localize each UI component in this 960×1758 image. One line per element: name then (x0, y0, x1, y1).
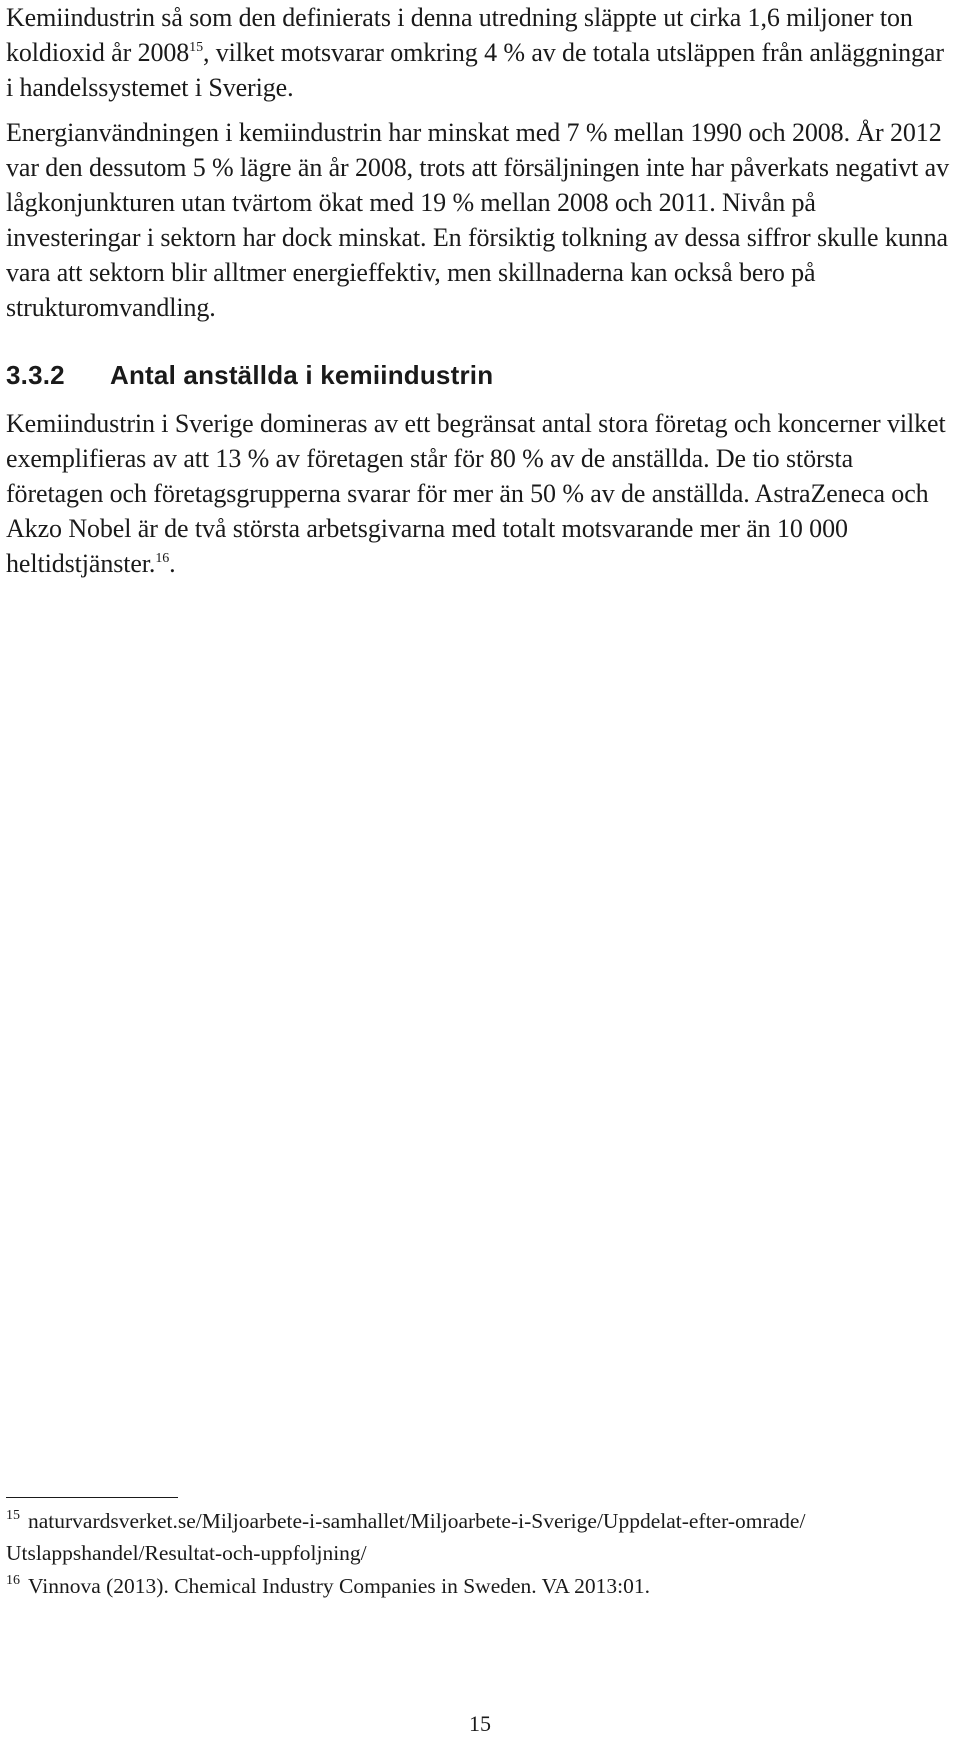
footnote-16: 16 Vinnova (2013). Chemical Industry Companies in Sweden. VA 2013:01. (6, 1573, 650, 1598)
footnote-divider (6, 1497, 178, 1498)
footnote-link-cont[interactable]: Utslappshandel/Resultat-och-uppfoljning/ (6, 1541, 367, 1565)
paragraph-emissions-text: Kemiindustrin så som den definierats i denna utredning släppte ut cirka 1,6 miljoner ton koldioxid år 2008 (6, 3, 913, 67)
page-number: 15 (469, 1711, 491, 1736)
paragraph-energy-use: Energianvändningen i kemiindustrin har minskat med 7 % mellan 1990 och 2008. År 2012 var den dessutom 5 % lägre än år 2008, trots att försäljningen inte har påverkats negativt av lågkonjunkturen utan tvärtom ökat med 19 % mellan 2008 och 2011. Nivån på investeringar i sektorn har dock minskat. En försiktig tolkning av dessa siffror skulle kunna vara att sektorn blir alltmer energieffektiv, men skillnaderna kan också bero på strukturomvandling. (6, 118, 950, 322)
section-title: Antal anställda i kemiindustrin (110, 360, 494, 390)
paragraph-employees (6, 406, 956, 581)
paragraph-employees-text: Kemiindustrin i Sverige domineras av ett begränsat antal stora företag och koncerner vilket exemplifieras av att 13 % av företagen står för 80 % av de anställda. De tio största företagen och företagsgrupperna svarar för mer än 50 % av de anställda. AstraZeneca och Akzo Nobel är de två största arbetsgivarna med totalt motsvarande mer än 10 000 heltidstjänster. (6, 409, 946, 578)
footnote-15: 15 naturvardsverket.se/Miljoarbete-i-samhallet/Miljoarbete-i-Sverige/Uppdelat-efter-omrade/ Utslappshandel/Resultat-och-uppfoljning/ (6, 1505, 956, 1569)
section-number: 3.3.2 (6, 360, 65, 390)
paragraph-emissions (6, 0, 956, 105)
footnote-ref-16[interactable]: 16 (155, 551, 170, 566)
paragraph-emissions-text-cont: , vilket motsvarar omkring 4 % av de totala utsläppen från anläggningar i handelssystemet i Sverige. (6, 38, 944, 102)
paragraph-employees-trailing: . (169, 549, 176, 578)
section-heading (6, 358, 493, 392)
footnote-link[interactable]: naturvardsverket.se/Miljoarbete-i-samhallet/Miljoarbete-i-Sverige/Uppdelat-efter-omrade/ (28, 1509, 806, 1533)
footnote-text: Vinnova (2013). Chemical Industry Companies in Sweden. VA 2013:01. (28, 1574, 650, 1598)
footnote-ref-15[interactable]: 15 (189, 40, 203, 55)
